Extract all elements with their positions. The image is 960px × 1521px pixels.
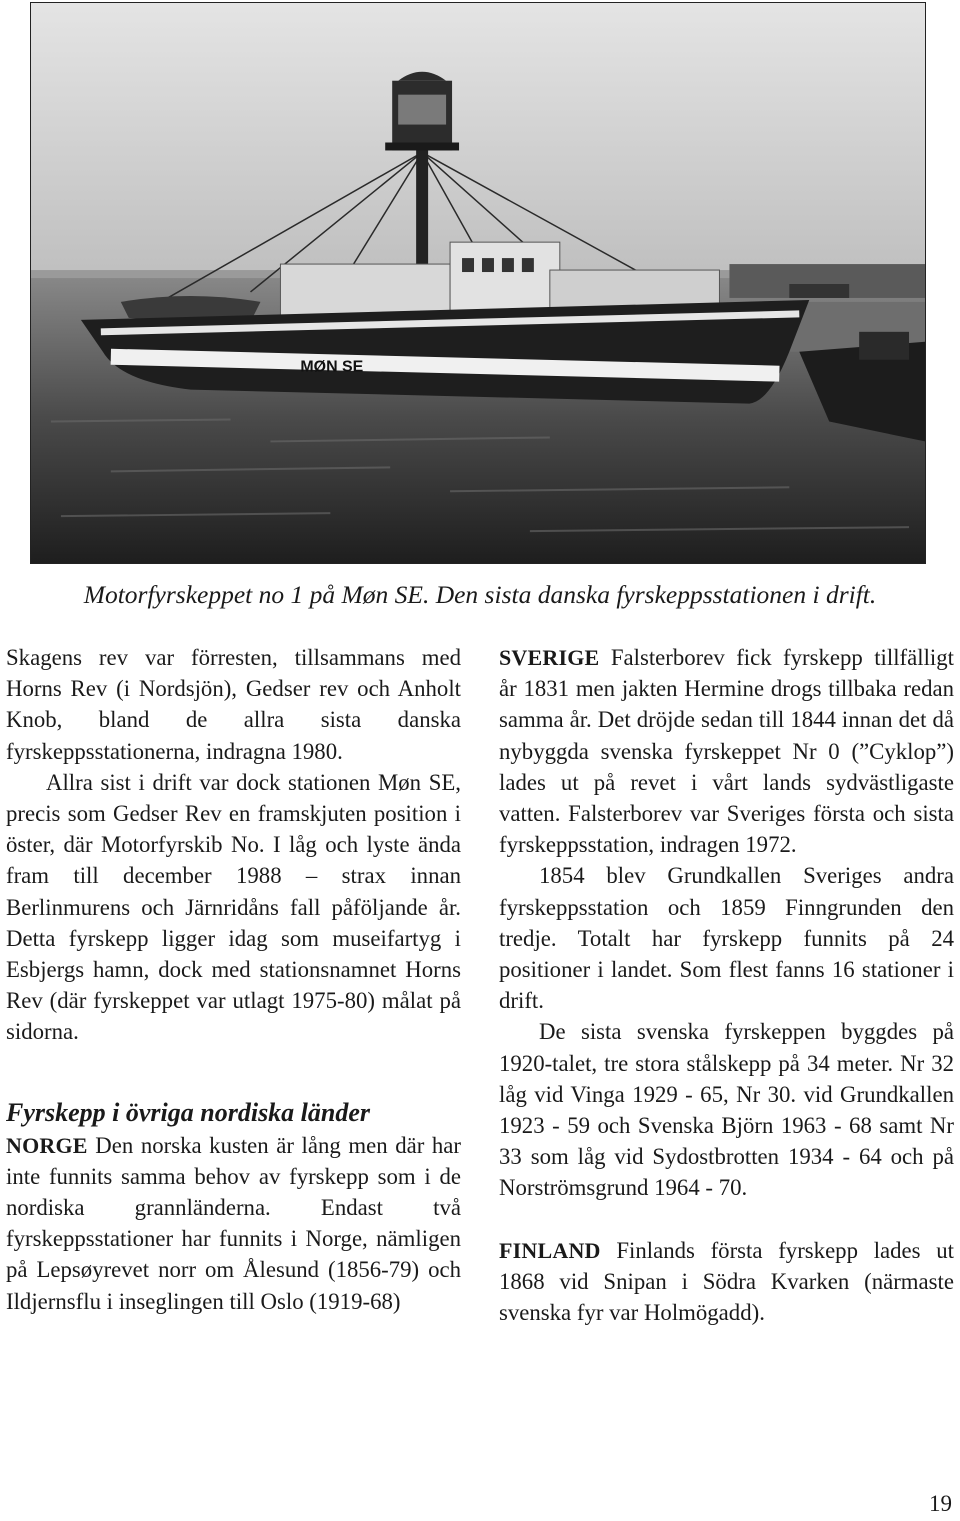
left-column xyxy=(6,642,461,1317)
left-paragraph-2: Allra sist i drift var dock stationen Møn SE, precis som Gedser Rev en framskjuten position i öster, där Motorfyrskib No. I låg och lyste ända fram till december 1988 – strax innan Berlinmurens och Järnridåns fall påföljande år. Detta fyrskepp ligger idag som museifartyg i Esbjergs hamn, dock med stationsnamnet Horns Rev (där fyrskeppet var utlagt 1975-80) målat på sidorna. xyxy=(6,769,461,1045)
right-paragraph-3: De sista svenska fyrskeppen byggdes på 1920-talet, tre stora stålskepp på 34 meter. Nr 32 låg vid Vinga 1929 - 65, Nr 30. vid Grundkallen 1923 - 59 och Svenska Björn 1963 - 68 samt Nr 33 som låg vid Sydostbrotten 1934 - 64 och på Norströmsgrund 1964 - 70. xyxy=(499,1019,954,1201)
sverige-paragraph xyxy=(499,642,954,860)
finland-label: FINLAND xyxy=(499,1237,601,1263)
right-column xyxy=(499,642,954,1328)
finland-text: Finlands första fyrskepp lades ut 1868 vid Snipan i Södra Kvarken (närmaste svenska fyr var Holmögadd). xyxy=(499,1237,954,1326)
sverige-text: Falsterborev fick fyrskepp tillfälligt år 1831 men jakten Hermine drogs tillbaka redan samma år. Det dröjde sedan till 1844 innan det då nybyggda svenska fyrskeppet Nr 0 (”Cyklop”) lades ut på revet i vårt lands sydvästligaste vatten. Falsterborev var Sveriges första och sista fyrskeppsstation, indragen 1972. xyxy=(499,645,954,858)
section-heading: Fyrskepp i övriga nordiska länder xyxy=(6,1097,371,1127)
norge-paragraph xyxy=(6,1130,461,1317)
norge-label: NORGE xyxy=(6,1132,88,1158)
hull-lettering: MØN SE xyxy=(300,358,364,376)
left-paragraph-1: Skagens rev var förresten, tillsammans med Horns Rev (i Nordsjön), Gedser rev och Anholt Knob, bland de allra sista danska fyrskeppsstationerna, indragna 1980. xyxy=(6,645,461,764)
sverige-label: SVERIGE xyxy=(499,645,600,670)
lightship-photo xyxy=(30,2,926,564)
photo-caption: Motorfyrskeppet no 1 på Møn SE. Den sista danska fyrskeppsstationen i drift. xyxy=(83,580,877,609)
norge-text: Den norska kusten är lång men där har inte funnits samma behov av fyrskepp som i de nordiska grannländerna. Endast två fyrskeppsstationer har funnits i Norge, nämligen på Lepsøyrevet norr om Ålesund (1856-79) och Ildjernsflu i inseglingen till Oslo (1919-68) xyxy=(6,1132,461,1314)
right-paragraph-2: 1854 blev Grundkallen Sveriges andra fyrskeppsstation och 1859 Finngrunden den tredje. Totalt har fyrskepp funnits på 24 positioner i landet. Som flest fanns 16 stationer i drift. xyxy=(499,863,954,1014)
finland-paragraph xyxy=(499,1235,954,1329)
page-number: 19 xyxy=(929,1491,952,1516)
